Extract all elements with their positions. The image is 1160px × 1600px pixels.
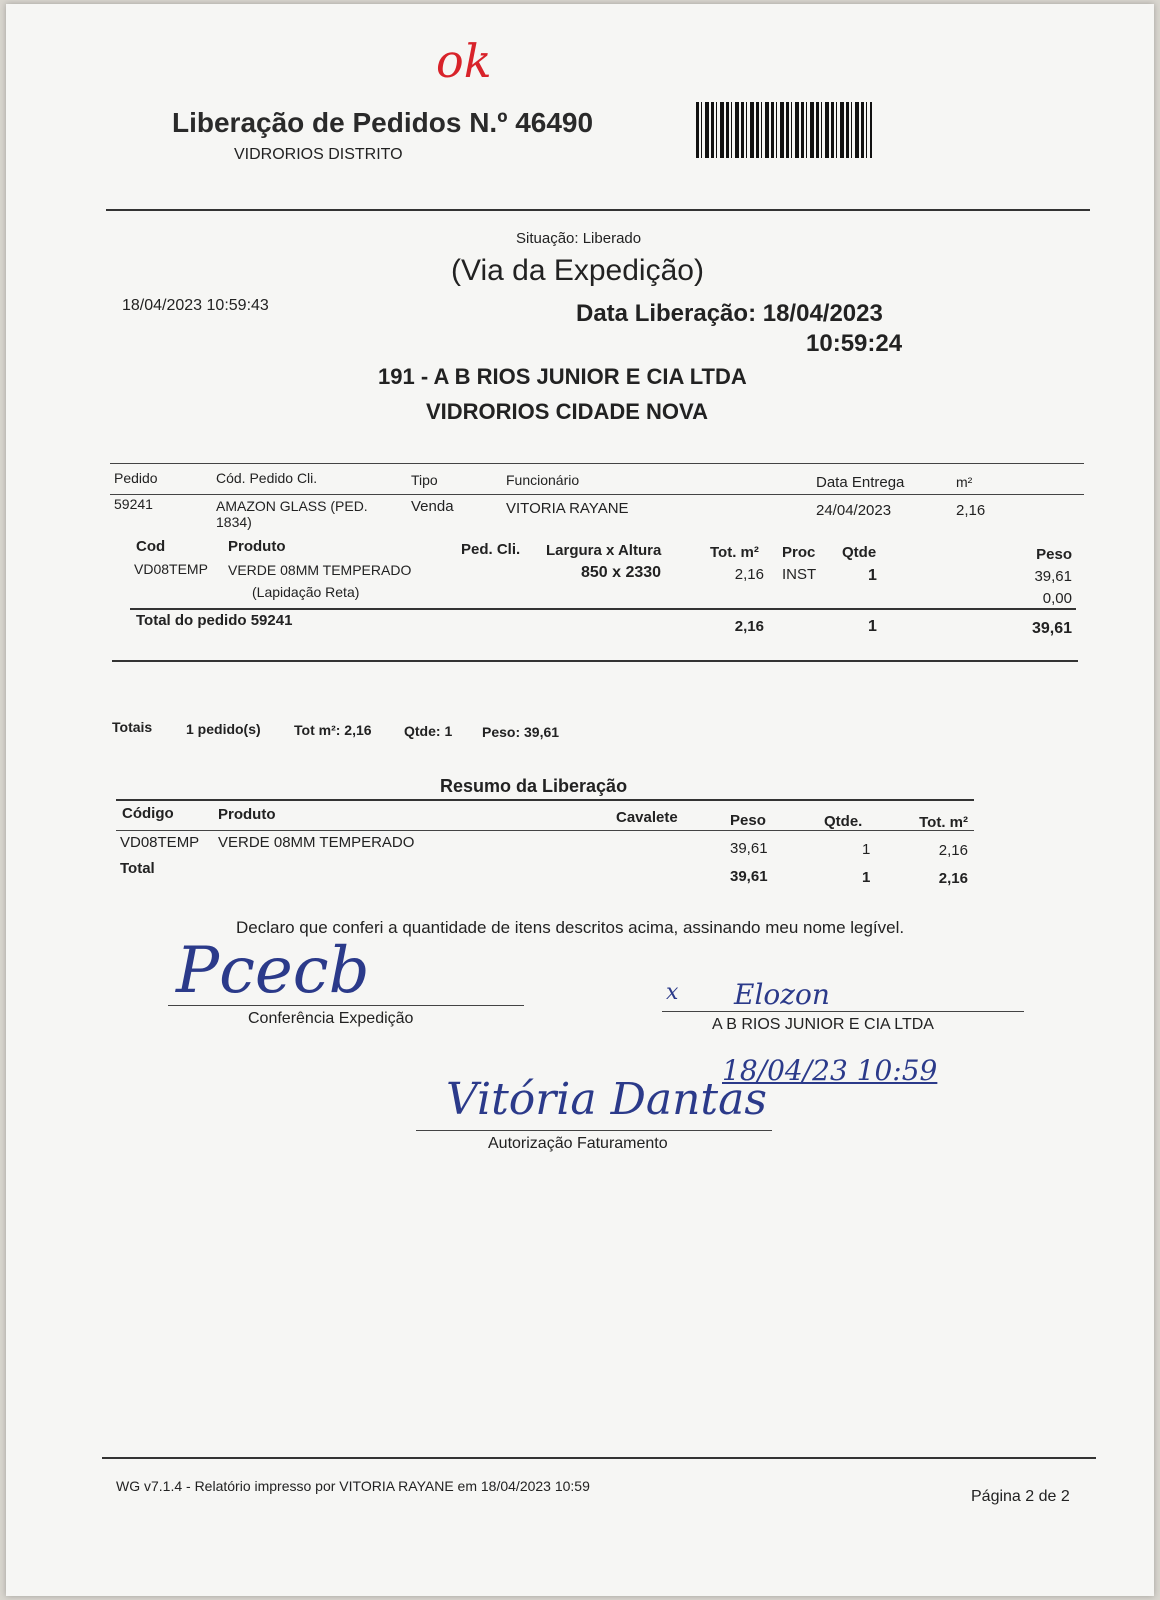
- divider: [116, 830, 974, 831]
- ok-handwritten-mark: ok: [436, 34, 492, 88]
- resumo-total-peso: 39,61: [730, 868, 768, 885]
- footer-divider: [102, 1457, 1096, 1459]
- order-m2: 2,16: [956, 502, 986, 519]
- resumo-col-produto: Produto: [218, 806, 276, 823]
- resumo-total-qtde: 1: [862, 869, 871, 886]
- signature-line: [662, 1011, 1024, 1012]
- client-x-mark: x: [666, 980, 679, 1005]
- totals-label: Totais: [112, 719, 153, 735]
- item-dimensoes: 850 x 2330: [581, 564, 662, 581]
- resumo-col-peso: Peso: [730, 812, 766, 829]
- order-pedido: 59241: [114, 496, 153, 512]
- signature-line: [168, 1005, 524, 1006]
- item-peso-sub: 0,00: [1042, 590, 1072, 607]
- print-timestamp: 18/04/2023 10:59:43: [122, 297, 269, 314]
- signature-line: [416, 1130, 772, 1131]
- order-data-entrega: 24/04/2023: [816, 502, 892, 519]
- resumo-col-tot-m2: Tot. m²: [919, 814, 968, 831]
- order-cod-cli-line2: 1834): [216, 514, 252, 530]
- handwritten-date: 18/04/23 10:59: [722, 1054, 938, 1087]
- divider: [110, 463, 1084, 464]
- client-signature: Elozon: [734, 978, 830, 1011]
- divider: [112, 660, 1078, 662]
- item-tot-m2: 2,16: [734, 566, 764, 583]
- totals-qtde: Qtde: 1: [404, 723, 453, 739]
- autorizacao-label: Autorização Faturamento: [488, 1135, 668, 1152]
- resumo-qtde: 1: [862, 841, 871, 858]
- order-total-peso: 39,61: [1031, 620, 1072, 637]
- divider: [110, 494, 1084, 495]
- resumo-total-tot-m2: 2,16: [938, 870, 968, 887]
- order-total-label: Total do pedido 59241: [136, 612, 293, 629]
- divider: [106, 209, 1090, 211]
- divider: [130, 608, 1076, 610]
- status-text: Situação: Liberado: [516, 230, 642, 247]
- col-pedido: Pedido: [114, 470, 158, 486]
- resumo-col-cavalete: Cavalete: [616, 809, 678, 826]
- resumo-codigo: VD08TEMP: [120, 834, 200, 851]
- footer-printed-by: WG v7.1.4 - Relatório impresso por VITORIA RAYANE em 18/04/2023 10:59: [116, 1478, 590, 1494]
- resumo-peso: 39,61: [730, 840, 768, 857]
- release-time: 10:59:24: [806, 330, 903, 357]
- resumo-col-codigo: Código: [122, 805, 174, 822]
- order-tipo: Venda: [411, 498, 454, 515]
- col-produto: Produto: [228, 538, 286, 555]
- client-store: VIDRORIOS CIDADE NOVA: [426, 399, 708, 424]
- item-subdescricao: (Lapidação Reta): [252, 584, 360, 600]
- col-peso: Peso: [1036, 546, 1072, 563]
- resumo-title: Resumo da Liberação: [440, 776, 628, 796]
- totals-pedidos: 1 pedido(s): [186, 721, 261, 737]
- resumo-col-qtde: Qtde.: [824, 813, 863, 830]
- col-funcionario: Funcionário: [506, 472, 580, 488]
- divider: [116, 799, 974, 801]
- col-tot-m2: Tot. m²: [710, 544, 759, 561]
- item-cod: VD08TEMP: [134, 561, 208, 577]
- totals-peso: Peso: 39,61: [482, 724, 560, 740]
- col-cod: Cod: [136, 538, 166, 555]
- via-label: (Via da Expedição): [451, 254, 704, 287]
- item-peso: 39,61: [1034, 568, 1072, 585]
- col-proc: Proc: [782, 544, 816, 561]
- resumo-tot-m2: 2,16: [938, 842, 968, 859]
- declaration-text: Declaro que conferi a quantidade de itens descritos acima, assinando meu nome legível.: [236, 918, 905, 937]
- order-total-m2: 2,16: [734, 618, 764, 635]
- col-cod-pedido-cli: Cód. Pedido Cli.: [216, 470, 318, 486]
- item-qtde: 1: [868, 567, 877, 584]
- document-page: [6, 4, 1154, 1596]
- conferencia-signature: Pcecb: [176, 934, 370, 1008]
- col-largura-altura: Largura x Altura: [546, 542, 662, 559]
- col-m2: m²: [956, 474, 973, 490]
- conferencia-label: Conferência Expedição: [248, 1010, 414, 1027]
- release-date: Data Liberação: 18/04/2023: [576, 300, 883, 327]
- barcode-image: [696, 102, 872, 158]
- item-produto: VERDE 08MM TEMPERADO: [228, 562, 412, 578]
- document-title: Liberação de Pedidos N.º 46490: [172, 107, 594, 138]
- client-label: A B RIOS JUNIOR E CIA LTDA: [712, 1016, 934, 1033]
- col-ped-cli: Ped. Cli.: [461, 541, 521, 558]
- resumo-produto: VERDE 08MM TEMPERADO: [218, 834, 415, 851]
- totals-m2: Tot m²: 2,16: [294, 722, 372, 738]
- company-name: VIDRORIOS DISTRITO: [234, 146, 403, 163]
- col-tipo: Tipo: [411, 472, 438, 488]
- order-total-qtde: 1: [868, 618, 877, 635]
- col-data-entrega: Data Entrega: [816, 474, 905, 491]
- col-qtde: Qtde: [842, 544, 877, 561]
- order-funcionario: VITORIA RAYANE: [506, 500, 629, 517]
- resumo-total-label: Total: [120, 860, 155, 877]
- order-cod-cli-line1: AMAZON GLASS (PED.: [216, 498, 368, 514]
- page-number: Página 2 de 2: [971, 1488, 1070, 1505]
- autorizacao-signature: Vitória Dantas: [446, 1074, 767, 1125]
- client-name: 191 - A B RIOS JUNIOR E CIA LTDA: [378, 364, 747, 389]
- item-proc: INST: [782, 566, 817, 583]
